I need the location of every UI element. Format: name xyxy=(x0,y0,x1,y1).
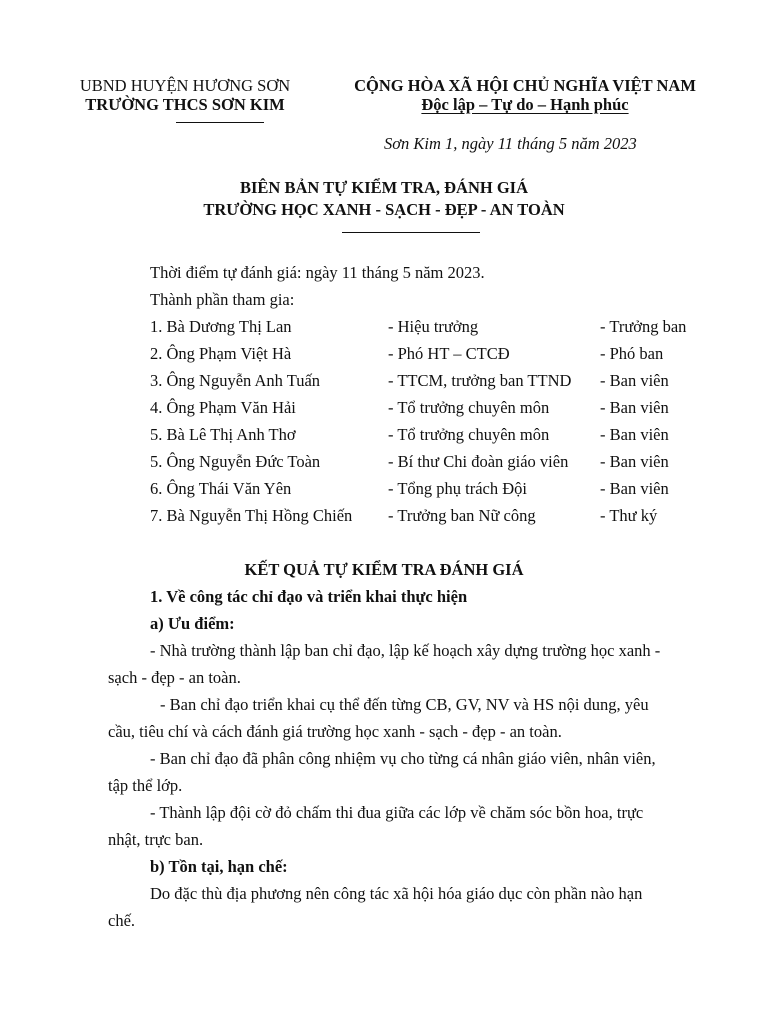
member-name: 2. Ông Phạm Việt Hà xyxy=(150,344,292,363)
place-date: Sơn Kim 1, ngày 11 tháng 5 năm 2023 xyxy=(384,134,637,153)
weakness-line: chế. xyxy=(108,911,136,930)
member-name: 7. Bà Nguyễn Thị Hồng Chiến xyxy=(150,506,353,525)
member-position: - Tổ trưởng chuyên môn xyxy=(388,398,550,417)
results-heading: KẾT QUẢ TỰ KIỂM TRA ĐÁNH GIÁ xyxy=(244,560,524,579)
member-role: - Phó ban xyxy=(600,344,664,363)
strength-line: - Ban chỉ đạo triển khai cụ thể đến từng CB, GV, NV và HS nội dung, yêu xyxy=(160,695,649,714)
national-motto: Độc lập – Tự do – Hạnh phúc xyxy=(421,95,629,114)
member-role: - Thư ký xyxy=(600,506,658,525)
member-role: - Ban viên xyxy=(600,479,669,498)
issuing-authority: UBND HUYỆN HƯƠNG SƠN xyxy=(79,76,291,95)
member-role: - Ban viên xyxy=(600,371,669,390)
weaknesses-heading: b) Tồn tại, hạn chế: xyxy=(150,857,288,876)
member-row xyxy=(150,371,710,398)
weakness-line: Do đặc thù địa phương nên công tác xã hội hóa giáo dục còn phần nào hạn xyxy=(150,884,643,903)
member-role: - Ban viên xyxy=(600,452,669,471)
member-role: - Ban viên xyxy=(600,398,669,417)
member-row xyxy=(150,398,710,425)
member-name: 5. Bà Lê Thị Anh Thơ xyxy=(150,425,296,444)
strength-line: cầu, tiêu chí và cách đánh giá trường học xanh - sạch - đẹp - an toàn. xyxy=(108,722,562,741)
strength-line: tập thể lớp. xyxy=(108,776,183,795)
strengths-heading: a) Ưu điểm: xyxy=(150,614,235,633)
member-position: - Bí thư Chi đoàn giáo viên xyxy=(388,452,569,471)
strength-line: sạch - đẹp - an toàn. xyxy=(108,668,241,687)
document-title-line2: TRƯỜNG HỌC XANH - SẠCH - ĐẸP - AN TOÀN xyxy=(203,200,565,219)
member-role: - Ban viên xyxy=(600,425,669,444)
national-title: CỘNG HÒA XÃ HỘI CHỦ NGHĨA VIỆT NAM xyxy=(354,76,696,95)
member-position: - Tổ trưởng chuyên môn xyxy=(388,425,550,444)
school-name: TRƯỜNG THCS SƠN KIM xyxy=(85,95,285,114)
strength-line: - Nhà trường thành lập ban chỉ đạo, lập kế hoạch xây dựng trường học xanh - xyxy=(150,641,661,660)
title-underline xyxy=(342,232,480,233)
motto-wrap xyxy=(330,95,720,114)
member-row xyxy=(150,452,710,479)
school-underline xyxy=(176,122,264,123)
document-title-line1: BIÊN BẢN TỰ KIỂM TRA, ĐÁNH GIÁ xyxy=(239,178,529,197)
strength-line: - Thành lập đội cờ đỏ chấm thi đua giữa các lớp về chăm sóc bồn hoa, trực xyxy=(150,803,644,822)
member-position: - Trưởng ban Nữ công xyxy=(388,506,536,525)
strength-line: - Ban chỉ đạo đã phân công nhiệm vụ cho từng cá nhân giáo viên, nhân viên, xyxy=(150,749,656,768)
member-row xyxy=(150,344,710,371)
member-name: 5. Ông Nguyễn Đức Toàn xyxy=(150,452,321,471)
member-position: - Tổng phụ trách Đội xyxy=(388,479,528,498)
member-position: - Phó HT – CTCĐ xyxy=(388,344,510,363)
members-label: Thành phần tham gia: xyxy=(150,290,295,309)
member-name: 4. Ông Phạm Văn Hải xyxy=(150,398,296,417)
member-row xyxy=(150,479,710,506)
evaluation-time: Thời điểm tự đánh giá: ngày 11 tháng 5 năm 2023. xyxy=(150,263,485,282)
member-name: 6. Ông Thái Văn Yên xyxy=(150,479,292,498)
member-name: 3. Ông Nguyễn Anh Tuấn xyxy=(150,371,321,390)
section-heading: 1. Về công tác chỉ đạo và triển khai thực hiện xyxy=(150,587,468,606)
member-role: - Trưởng ban xyxy=(600,317,687,336)
strength-line: nhật, trực ban. xyxy=(108,830,204,849)
member-row xyxy=(150,317,710,344)
member-name: 1. Bà Dương Thị Lan xyxy=(150,317,292,336)
member-row xyxy=(150,425,710,452)
member-position: - Hiệu trưởng xyxy=(388,317,479,336)
member-row xyxy=(150,506,710,533)
member-position: - TTCM, trưởng ban TTND xyxy=(388,371,572,390)
